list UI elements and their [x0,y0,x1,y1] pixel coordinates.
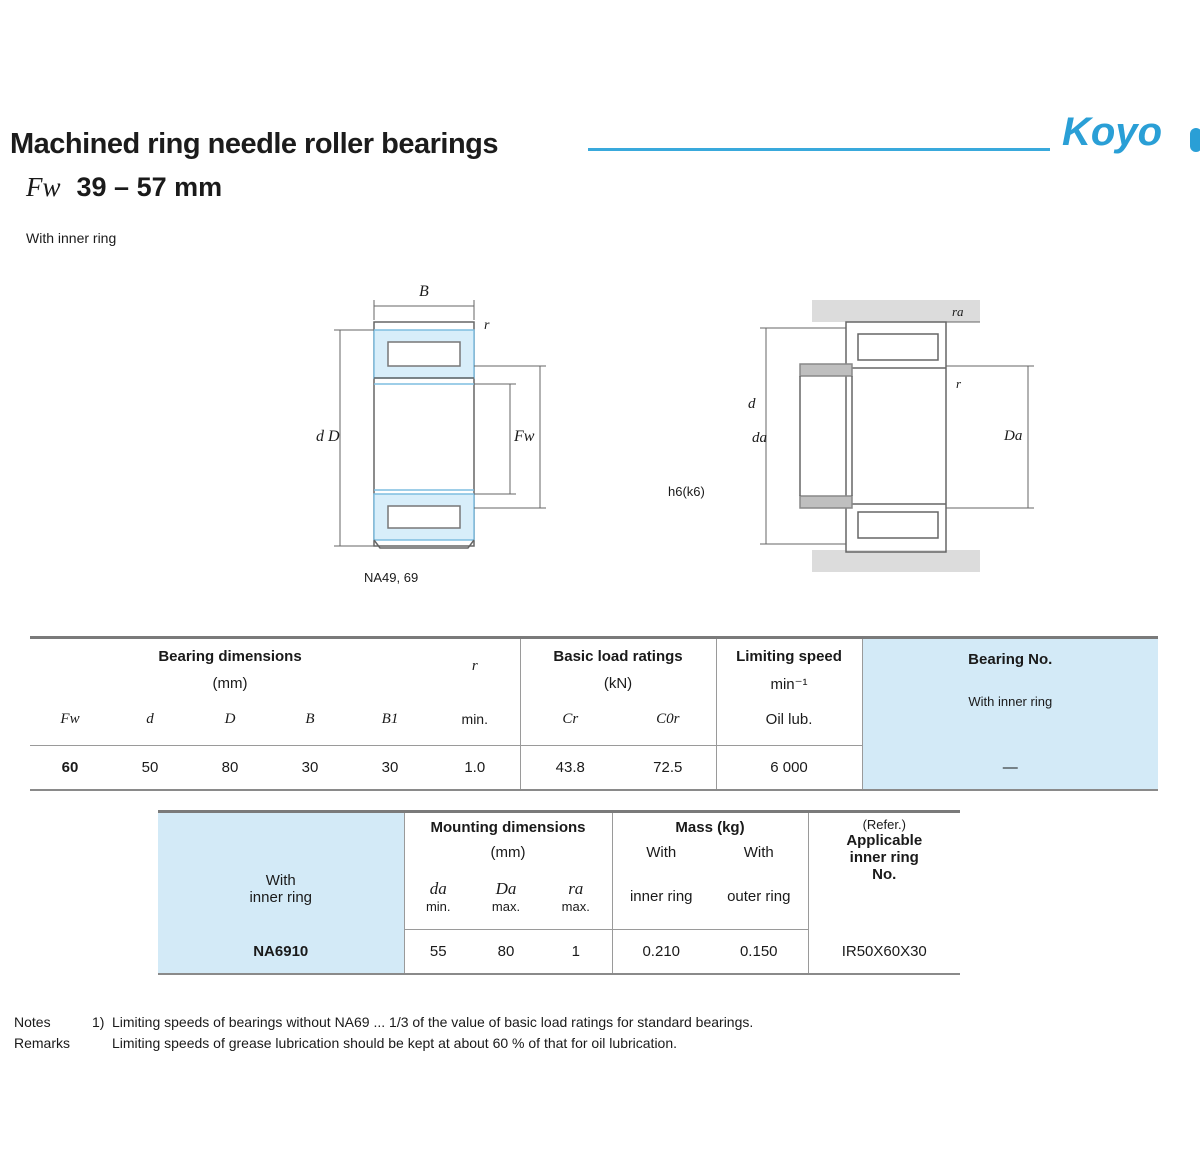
cell-fw: 60 [61,758,79,776]
note-tag: Remarks [14,1035,71,1051]
header-speed: Limiting speed [716,638,862,674]
page-title: Machined ring needle roller bearings [10,128,499,160]
header-bearing-number [862,638,1158,746]
label-abutment: ra [952,304,964,319]
header-mass: Mass (kg) [612,812,808,842]
col-oil: Oil lub. [716,694,862,746]
applicable-line3: No. [872,866,897,883]
label-chamfer-left: r [484,318,490,333]
col-fw: Fw [30,694,110,746]
cell-d: 50 [141,758,159,776]
header-mounting-dimensions: Mounting dimensions [404,812,612,842]
bearing-number-title: Bearing No. [968,651,1053,668]
label-Da: Da [1004,428,1023,444]
cell-mass-without: 0.150 [739,942,778,960]
cell-oil: 6 000 [716,746,862,790]
header-ratings-unit: (kN) [520,674,716,694]
label-chamfer-right: r [956,376,962,391]
cell-Da: 80 [497,942,515,960]
with-label-line1: With [265,872,296,890]
col-ra [540,864,612,930]
cell-D: 80 [221,758,239,776]
cell-B: 30 [301,758,319,776]
header-dimensions-unit: (mm) [212,675,248,692]
label-bore: d D [316,428,340,445]
table-row [158,930,960,974]
range-value: 39 – 57 mm [76,172,223,202]
col-B: B [270,694,350,746]
col-da-unit: min. [425,898,451,914]
cell-da: 55 [404,930,472,974]
label-shaft: d [748,396,756,412]
col-mass-with: With [612,842,710,864]
note-ref: 1) [92,1014,105,1030]
header-applicable-inner-ring [808,812,960,930]
cell-r: 1.0 [464,758,486,776]
col-ra-symbol: ra [568,878,584,898]
label-tolerance: h6(k6) [668,484,705,499]
cell-ra: 1 [571,942,580,960]
brand-logo: Koyo [1062,110,1162,154]
refer-label: (Refer.) [862,817,906,832]
label-da: da [752,430,767,446]
col-Da-unit: max. [491,898,521,914]
right-mounting-drawing [760,300,1034,572]
note-line [14,1012,753,1033]
sub-caption: With inner ring [26,230,117,246]
label-series: NA49, 69 [364,570,419,585]
cell-bearing-number: — [862,746,1158,790]
cell-B1: 30 [381,758,399,776]
col-B1: B1 [350,694,430,746]
cell-mass-with: 0.210 [612,930,710,974]
footnotes [14,1012,753,1054]
col-Da [472,864,540,930]
cell-inner-ring-no: IR50X60X30 [808,930,960,974]
label-fw: Fw [514,428,535,445]
bearing-number-sub: With inner ring [968,694,1053,709]
col-cr: Cr [520,694,620,746]
col-r-min: min. [430,694,520,746]
applicable-line1: Applicable [846,832,923,849]
col-Da-symbol: Da [495,878,517,898]
note-text: Limiting speeds of grease lubrication should be kept at about 60 % of that for oil lubrication. [112,1035,678,1051]
col-da-symbol: da [429,878,447,898]
range-symbol: Fw [26,172,61,202]
col-ra-unit: max. [561,898,590,914]
header-mounting-unit: (mm) [404,842,612,864]
left-bearing-drawing [334,300,546,548]
applicable-line2: inner ring [849,849,919,866]
col-D: D [190,694,270,746]
header-dimensions: Bearing dimensions [158,647,302,665]
main-spec-table [30,636,1158,791]
col-da [404,864,472,930]
cell-cr: 43.8 [520,746,620,790]
col-c0r: C0r [620,694,716,746]
header-r-symbol: r [471,657,478,674]
cell-c0r: 72.5 [653,758,683,776]
with-inner-ring-label [158,812,404,930]
col-mass-without: With [743,844,774,861]
with-label-line2: inner ring [249,889,313,907]
cell-sub-bearing-number: NA6910 [158,930,404,974]
col-mass-without-sub: outer ring [710,864,808,930]
col-mass-with-sub: inner ring [612,864,710,930]
mounting-table [158,810,960,975]
header-ratings: Basic load ratings [520,638,716,674]
col-d: d [110,694,190,746]
table-row [30,746,1158,790]
note-tag: Notes [14,1014,51,1030]
note-text: Limiting speeds of bearings without NA69 ... 1/3 of the value of basic load ratings for standard bearings. [112,1014,754,1030]
header-speed-unit: min⁻¹ [716,674,862,694]
label-width: B [419,283,429,300]
note-line [14,1033,753,1054]
